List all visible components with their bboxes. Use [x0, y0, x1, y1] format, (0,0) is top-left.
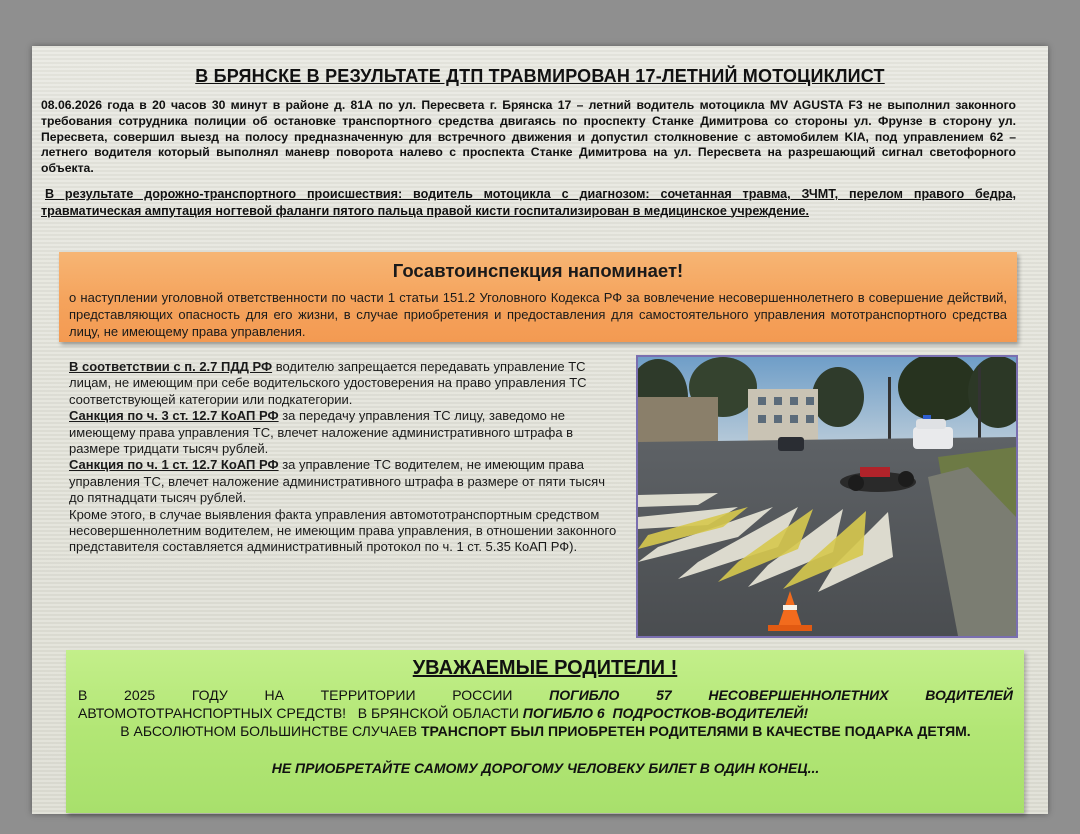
injury-text: В результате дорожно-транспортного происшествия: водитель мотоцикла с диагнозом: сочетанная травма, ЗЧМТ, перелом правого бедра, травматическая ампутация ногтевой фаланги пятого пальца правой кисти госпитализирован в медицинское учреждение.	[41, 187, 1016, 218]
parents-line-1	[78, 686, 1013, 704]
parents-line-1-a: В 2025 ГОДУ НА ТЕРРИТОРИИ РОССИИ	[78, 687, 550, 703]
sanction-1-heading: Санкция по ч. 1 ст. 12.7 КоАП РФ	[69, 457, 279, 473]
rule-pdd-heading: В соответствии с п. 2.7 ПДД РФ	[69, 359, 273, 374]
accident-photo	[636, 355, 1018, 638]
sanction-3-text: за передачу управления ТС лицу, заведомо не имеющему права управления ТС, влечет наложение административного штрафа в размере тридцати тысяч рублей.	[69, 408, 574, 457]
parents-panel	[66, 650, 1024, 813]
reminder-text: о наступлении уголовной ответственности по части 1 статьи 151.2 Уголовного Кодекса РФ за вовлечение несовершеннолетнего в совершение действий, представляющих опасность для его жизни, в случае приобретения и предоставления для самостоятельного управления мототранспортного средства лицу, не имеющему права управления.	[69, 290, 1007, 339]
parents-line-3-a: В АБСОЛЮТНОМ БОЛЬШИНСТВЕ СЛУЧАЕВ	[120, 723, 421, 739]
parents-line-2-b: ПОГИБЛО 6 ПОДРОСТКОВ-ВОДИТЕЛЕЙ!	[522, 705, 809, 721]
parents-title: УВАЖАЕМЫЕ РОДИТЕЛИ !	[412, 657, 678, 679]
parents-line-2	[78, 704, 1013, 722]
incident-description: 08.06.2026 года в 20 часов 30 минут в районе д. 81А по ул. Пересвета г. Брянска 17 – летний водитель мотоцикла MV AGUSTA F3 не выполнил законного требования сотрудника полиции об остановке транспортного средства двигаясь по проспекту Станке Димитрова со стороны ул. Фрунзе в сторону ул. Пересвета, совершил выезд на полосу предназначенную для встречного движения и допустил столкновение с автомобилем KIA, под управлением 62 – летнего водителя который выполнял маневр поворота налево с проспекта Станке Димитрова на ул. Пересвета на разрешающий сигнал светофорного объекта.	[41, 98, 1016, 176]
parents-line-4: НЕ ПРИОБРЕТАЙТЕ САМОМУ ДОРОГОМУ ЧЕЛОВЕКУ БИЛЕТ В ОДИН КОНЕЦ...	[271, 760, 820, 776]
reminder-title: Госавтоинспекция напоминает!	[392, 260, 684, 281]
protocol-text: Кроме этого, в случае выявления факта управления автомототранспортным средством несовершеннолетним водителем, не имеющим права управления, в отношении законного представителя составляется административный протокол по ч. 1 ст. 5.35 КоАП РФ).	[69, 506, 617, 555]
injury-description	[41, 186, 1016, 219]
reminder-panel	[59, 252, 1017, 342]
parents-line-1-b: ПОГИБЛО 57 НЕСОВЕРШЕННОЛЕТНИХ ВОДИТЕЛЕЙ	[549, 687, 1013, 703]
accident-scene-image	[638, 357, 1016, 636]
parents-line-3-b: ТРАНСПОРТ БЫЛ ПРИОБРЕТЕН РОДИТЕЛЯМИ В КАЧЕСТВЕ ПОДАРКА ДЕТЯМ.	[420, 723, 971, 739]
parents-line-3	[78, 722, 1013, 740]
sanction-1-text: за управление ТС водителем, не имеющим права управления ТС, влечет наложение административного штрафа в размере от пяти тысяч до пятнадцати тысяч рублей.	[69, 457, 605, 506]
rule-pdd-text: водителю запрещается передавать управление ТС лицам, не имеющим при себе водительского удостоверения на право управления ТС соответствующей категории или подкатегории.	[69, 359, 587, 407]
article-title: В БРЯНСКЕ В РЕЗУЛЬТАТЕ ДТП ТРАВМИРОВАН 17-ЛЕТНИЙ МОТОЦИКЛИСТ	[195, 66, 885, 86]
rules-text	[69, 359, 617, 556]
leaflet-sheet	[32, 46, 1048, 814]
sanction-3-heading: Санкция по ч. 3 ст. 12.7 КоАП РФ	[69, 408, 279, 424]
parents-line-2-a: АВТОМОТОТРАНСПОРТНЫХ СРЕДСТВ! В БРЯНСКОЙ ОБЛАСТИ	[78, 705, 523, 721]
